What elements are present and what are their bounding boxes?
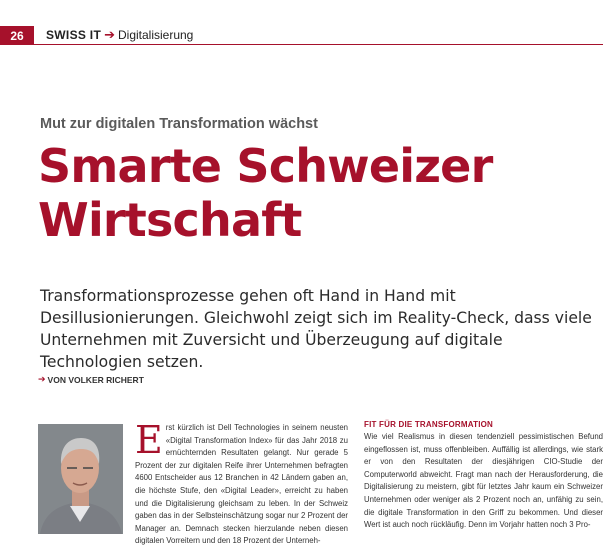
body-column-2 xyxy=(364,431,603,532)
page-header xyxy=(0,0,603,48)
header-divider xyxy=(34,44,603,45)
publication-name: SWISS IT xyxy=(46,28,102,42)
drop-cap: E xyxy=(135,418,163,462)
article-lead: Transformationsprozesse gehen oft Hand in Hand mit Desillusionierungen. Gleichwohl zeigt sich im Reality-Check, dass viele Unternehmen mit Zuversicht und Überzeugung auf digitale Technologien setzen. xyxy=(40,287,592,371)
body-column-1 xyxy=(135,418,348,548)
article-headline: Smarte Schweizer Wirtschaft xyxy=(38,139,493,247)
page-number: 26 xyxy=(0,26,34,45)
section-name: Digitalisierung xyxy=(117,28,194,42)
byline xyxy=(38,374,144,385)
body-text-2: Wie viel Realismus in diesen tendenziell pessimistischen Befund eingeflossen ist, muss offenbleiben. Auffällig ist allerdings, wie stark er von den Resultaten der diesjährigen CIO-Studie der Computerworld abweicht. Fragt man nach der Herausforderung, die Digitalisierung zu meistern, gibt für letztes Jahr kaum ein Schweizer Unternehmen oder weniger als 2 Prozent noch an, unfähig zu sein, die digitale Transformation in den Griff zu bekommen. Und dieser Wert ist auch noch rückläufig. Denn im Vorjahr hatten noch 3 Pro- xyxy=(364,432,603,530)
article-kicker: Mut zur digitalen Transformation wächst xyxy=(40,116,318,132)
author-name: VON VOLKER RICHERT xyxy=(47,374,144,385)
author-photo xyxy=(38,424,123,534)
right-arrow-icon: ➔ xyxy=(38,374,46,384)
section-subhead: FIT FÜR DIE TRANSFORMATION xyxy=(364,420,494,429)
body-text-1: rst kürzlich ist Dell Technologies in seinem neusten «Digital Transformation Index» für das Jahr 2018 zu ernüchternden Resultaten gelangt. Nur gerade 5 Prozent der zur digitalen Reife ihrer Unternehmen befragten 4600 Entscheider aus 12 Branchen in 42 Ländern gaben an, die höchste Stufe, den «Digital Leader», erreicht zu haben und die Digitalisierung gleichsam zu leben. In der Schweiz gaben das in der Selbsteinschätzung sogar nur 2 Prozent der Manager an. Demnach stecken hierzulande neben diesen digitalen Vorreitern und den 18 Prozent der Unterneh- xyxy=(135,423,348,546)
portrait-illustration xyxy=(38,424,123,534)
right-arrow-icon: ➔ xyxy=(104,27,115,42)
breadcrumb xyxy=(46,27,193,43)
